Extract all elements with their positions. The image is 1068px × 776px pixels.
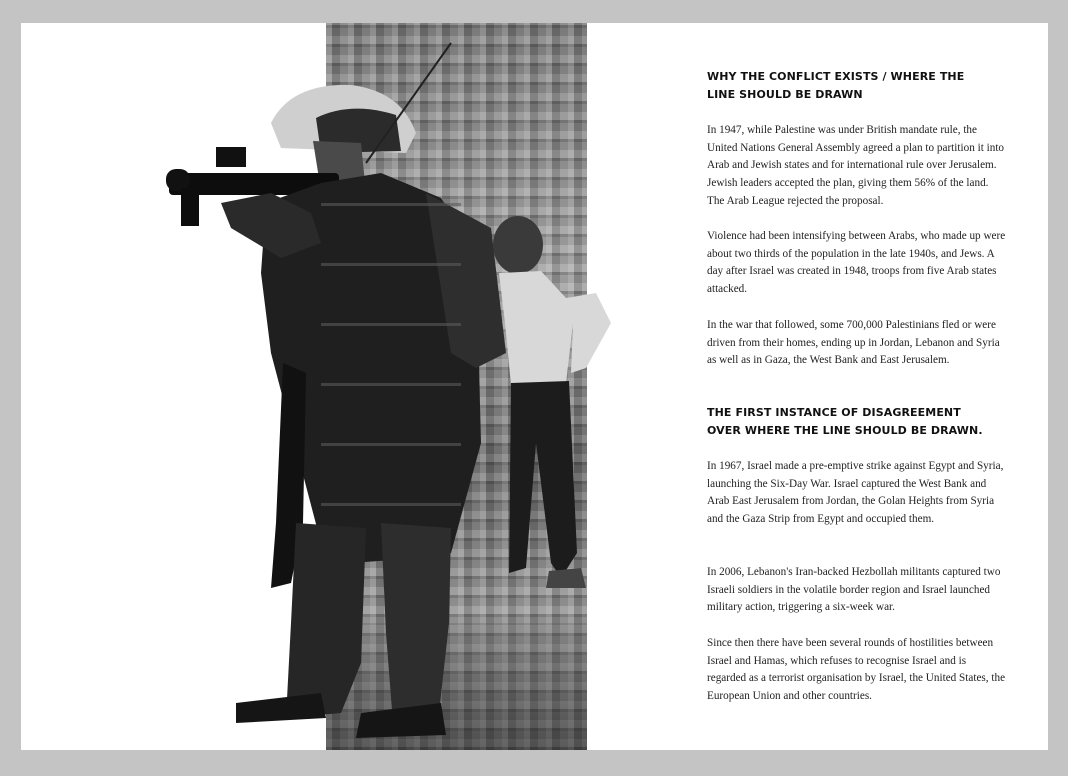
soldier-and-boy-photo <box>21 23 621 750</box>
paragraph-hostilities: Since then there have been several rounds of hostilities between Israel and Hamas, which refuses to recognise Israel and is regarded as a terrorist organisation by Israel, the United States, the European Union and other countries. <box>707 637 1006 703</box>
boy-figure <box>493 216 611 588</box>
page-spread <box>21 23 1048 750</box>
section-heading-2: THE FIRST INSTANCE OF DISAGREEMENT OVER WHERE THE LINE SHOULD BE DRAWN. <box>707 406 983 437</box>
paragraph-1967: In 1967, Israel made a pre-emptive strike against Egypt and Syria, launching the Six-Day War. Israel captured the West Bank and Arab East Jerusalem from Jordan, the Golan Heights from Syria and the Gaza Strip from Egypt and occupied them. <box>707 460 1004 526</box>
soldier-figure <box>166 43 506 738</box>
paragraph-war: In the war that followed, some 700,000 Palestinians fled or were driven from their homes, ending up in Jordan, Lebanon and Syria as well as in Gaza, the West Bank and East Jerusalem. <box>707 319 1000 367</box>
section-heading-1: WHY THE CONFLICT EXISTS / WHERE THE LINE SHOULD BE DRAWN <box>707 70 965 101</box>
paragraph-2006: In 2006, Lebanon's Iran-backed Hezbollah militants captured two Israeli soldiers in the volatile border region and Israel launched military action, triggering a six-week war. <box>707 566 1001 614</box>
paragraph-violence: Violence had been intensifying between Arabs, who made up were about two thirds of the population in the late 1940s, and Jews. A day after Israel was created in 1948, troops from five Arab states attacked. <box>707 230 1006 296</box>
paragraph-1947: In 1947, while Palestine was under British mandate rule, the United Nations General Assembly agreed a plan to partition it into Arab and Jewish states and for international rule over Jerusalem. Jewish leaders accepted the plan, giving them 56% of the land. The Arab League rejected the proposal. <box>707 124 1005 207</box>
